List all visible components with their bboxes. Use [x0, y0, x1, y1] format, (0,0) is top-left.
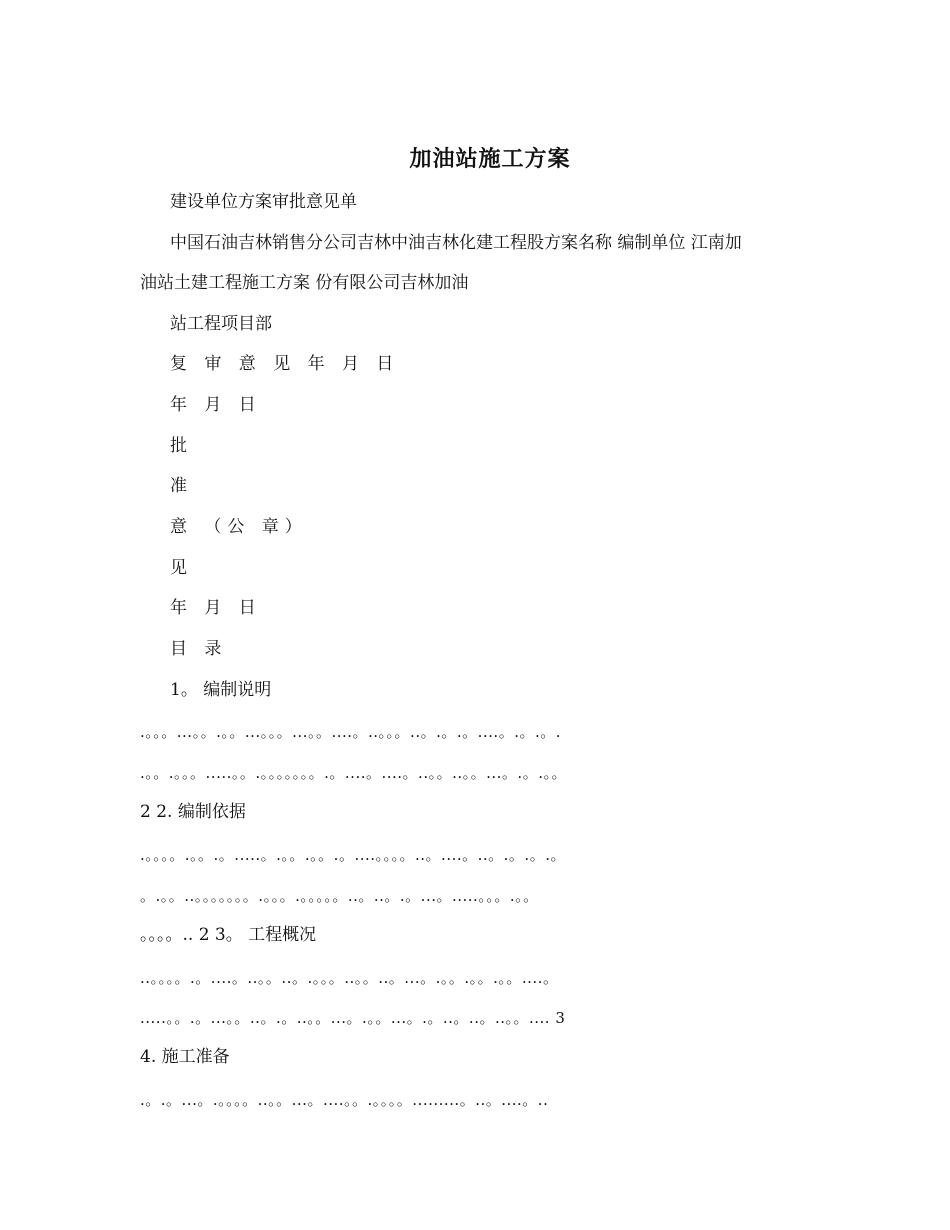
toc-leader-dots: ..。。。。.。....。..。。..。.。。。..。。..。...。.。。.。。.。。....。 — [140, 969, 559, 987]
toc-heading: 目 录 — [170, 639, 228, 659]
paragraph-line: 站工程项目部 — [170, 314, 272, 334]
toc-leader-dots: .....。。.。...。。..。.。..。。...。.。。...。.。..。..。..。。.... 3 — [140, 1009, 566, 1027]
approval-char: 批 — [170, 436, 187, 456]
approval-sheet-heading: 建设单位方案审批意见单 — [170, 192, 357, 212]
toc-leader-dots: .。。。...。。.。。...。。。...。。....。..。。。..。.。.。....。.。.。. — [140, 723, 562, 741]
toc-leader-dots: 。.。。..。。。。。。。.。。。.。。。。。..。..。.。...。.....。。。.。。 — [140, 887, 539, 905]
date-line: 年 月 日 — [170, 395, 262, 415]
paragraph-line: 中国石油吉林销售分公司吉林中油吉林化建工程股方案名称 编制单位 江南加 — [170, 233, 742, 253]
approval-char: 准 — [170, 476, 187, 496]
review-opinion-line: 复 审 意 见 年 月 日 — [170, 354, 400, 374]
toc-leader-dots: .。。.。。。.....。。.。。。。。。。.。....。....。..。。..。。...。.。.。。 — [140, 764, 567, 782]
toc-entry: 1。 编制说明 — [170, 680, 272, 700]
toc-leader-dots: .。.。...。.。。。。..。。...。....。。.。。。。.........。..。....。.. — [140, 1091, 549, 1109]
official-seal-line: 意 （公 章） — [170, 517, 308, 537]
toc-leader-dots: .。。。。.。。.。.....。.。。.。。.。....。。。。..。....。..。.。.。.。 — [140, 846, 566, 864]
toc-entry: 。。。。.. 2 3。 工程概况 — [140, 925, 317, 945]
document-title: 加油站施工方案 — [409, 146, 571, 172]
paragraph-line: 油站土建工程施工方案 份有限公司吉林加油 — [140, 273, 469, 293]
toc-entry: 2 2. 编制依据 — [140, 802, 246, 822]
date-line: 年 月 日 — [170, 598, 262, 618]
toc-entry: 4. 施工准备 — [140, 1047, 230, 1067]
approval-char: 见 — [170, 558, 187, 578]
